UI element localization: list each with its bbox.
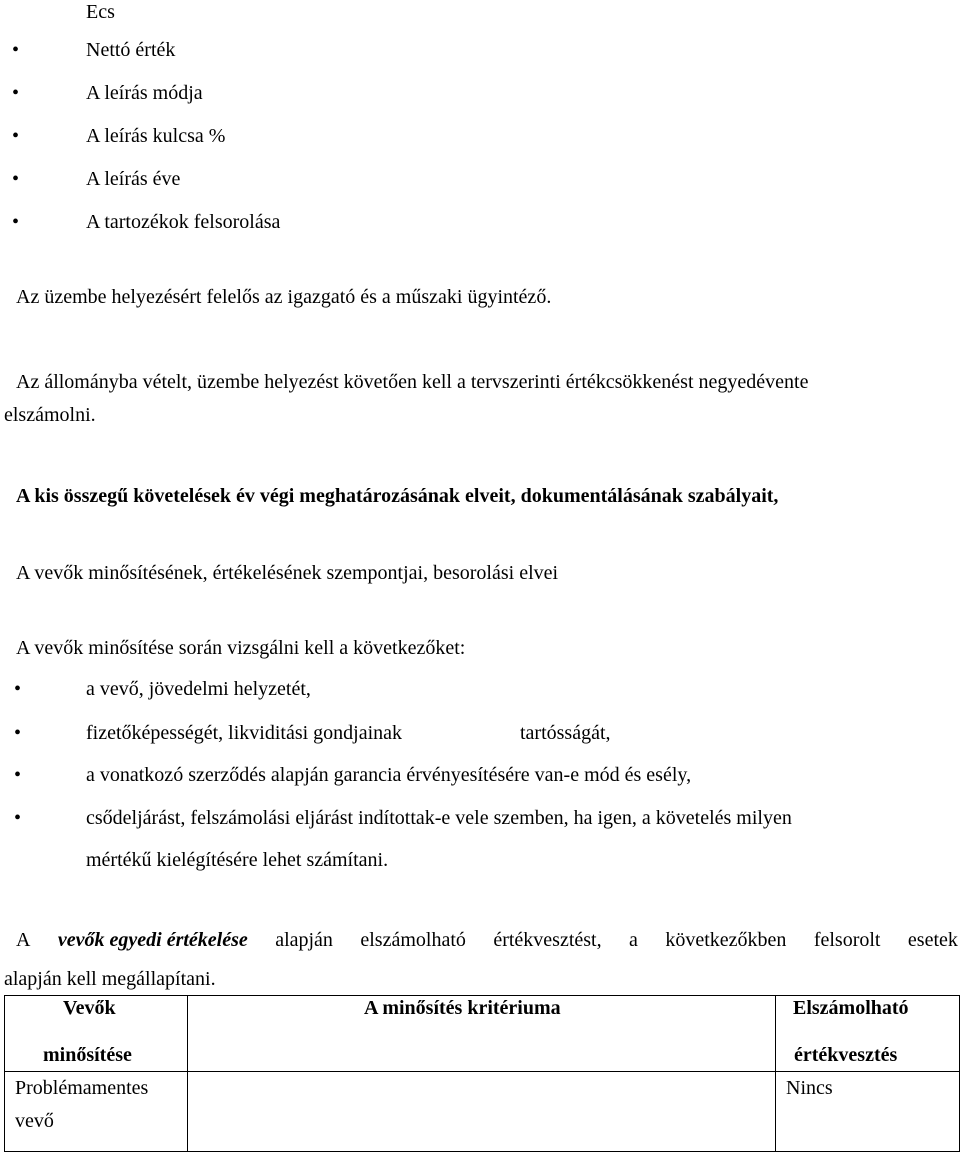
paragraph-egyedi-ertekeles-line2: alapján kell megállapítani. bbox=[4, 968, 216, 990]
table-cell bbox=[5, 1072, 188, 1152]
word: A bbox=[16, 929, 31, 951]
header-ertekvesztes: értékvesztés bbox=[794, 1044, 898, 1066]
bullet: • bbox=[14, 807, 22, 829]
table-row bbox=[5, 1072, 960, 1152]
word: felsorolt bbox=[813, 929, 881, 951]
bullet: • bbox=[12, 82, 20, 104]
bullet: • bbox=[14, 764, 22, 786]
cell-nincs: Nincs bbox=[786, 1077, 833, 1099]
criteria-item-csodeljaras-line1: csődeljárást, felszámolási eljárást indítottak-e vele szemben, ha igen, a követelés milyen bbox=[86, 807, 792, 829]
header-minosites-kriteriuma: A minősítés kritériuma bbox=[364, 997, 561, 1019]
paragraph-uzembe-helyezes: Az üzembe helyezésért felelős az igazgató és a műszaki ügyintéző. bbox=[16, 286, 552, 308]
word: a bbox=[629, 929, 638, 951]
word: alapján bbox=[275, 929, 333, 951]
bullet: • bbox=[14, 678, 22, 700]
list-item-leiras-eve: A leírás éve bbox=[86, 168, 181, 190]
criteria-item-tartossag: tartósságát, bbox=[520, 722, 611, 744]
bullet: • bbox=[14, 722, 22, 744]
section-heading: A kis összegű követelések év végi meghatározásának elveit, dokumentálásának szabályait, bbox=[16, 485, 779, 507]
table-header-cell bbox=[776, 996, 960, 1072]
header-vevok: Vevők bbox=[63, 997, 116, 1019]
bullet: • bbox=[12, 211, 20, 233]
qualification-table bbox=[4, 995, 960, 1152]
list-item-leiras-modja: A leírás módja bbox=[86, 82, 203, 104]
list-item-netto-ertek: Nettó érték bbox=[86, 39, 176, 61]
list-item-leiras-kulcsa: A leírás kulcsa % bbox=[86, 125, 226, 147]
table-header-cell bbox=[188, 996, 776, 1072]
word: értékvesztést, bbox=[493, 929, 602, 951]
list-item-tartozekok: A tartozékok felsorolása bbox=[86, 211, 281, 233]
word: elszámolható bbox=[360, 929, 466, 951]
criteria-item-garancia: a vonatkozó szerződés alapján garancia érvényesítésére van-e mód és esély, bbox=[86, 764, 692, 786]
paragraph-allomanyba-vetel-line1: Az állományba vételt, üzembe helyezést követően kell a tervszerinti értékcsökkenést negyedévente bbox=[16, 371, 809, 393]
bullet: • bbox=[12, 168, 20, 190]
table-cell bbox=[188, 1072, 776, 1152]
header-elszamolhato: Elszámolható bbox=[793, 997, 909, 1019]
list-item-ecs: Ecs bbox=[86, 1, 115, 23]
table-cell bbox=[776, 1072, 960, 1152]
criteria-item-jovedelmi: a vevő, jövedelmi helyzetét, bbox=[86, 678, 311, 700]
bullet: • bbox=[12, 125, 20, 147]
bullet: • bbox=[12, 39, 20, 61]
header-minositese: minősítése bbox=[43, 1044, 132, 1066]
criteria-item-fizetokepesseg: fizetőképességét, likviditási gondjainak bbox=[86, 722, 403, 744]
emphasis-vevok-egyedi-ertekelese: vevők egyedi értékelése bbox=[57, 929, 248, 951]
table-header-cell bbox=[5, 996, 188, 1072]
paragraph-vizsgalni-kell: A vevők minősítése során vizsgálni kell a következőket: bbox=[16, 637, 466, 659]
cell-problemamentes: Problémamentes bbox=[15, 1077, 149, 1099]
cell-vevo: vevő bbox=[15, 1110, 54, 1132]
word: esetek bbox=[907, 929, 958, 951]
paragraph-allomanyba-vetel-line2: elszámolni. bbox=[4, 404, 96, 426]
paragraph-egyedi-ertekeles-line1 bbox=[16, 928, 958, 952]
paragraph-vevok-minositese-szempontjai: A vevők minősítésének, értékelésének szempontjai, besorolási elvei bbox=[16, 562, 559, 584]
criteria-item-csodeljaras-line2: mértékű kielégítésére lehet számítani. bbox=[86, 849, 389, 871]
table-header-row bbox=[5, 996, 960, 1072]
word: következőkben bbox=[665, 929, 787, 951]
